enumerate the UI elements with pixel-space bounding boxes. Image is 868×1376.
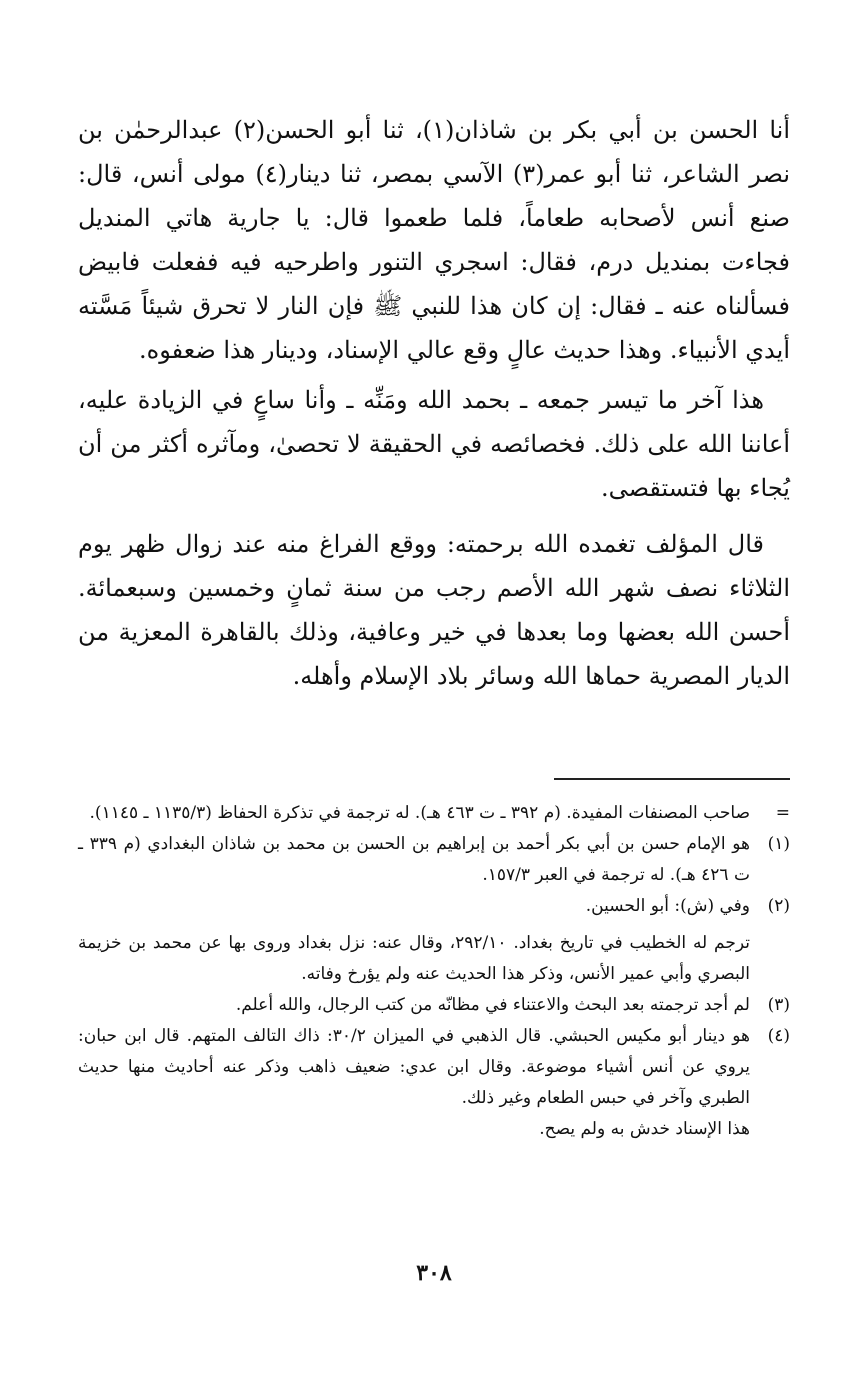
footnote-marker: (١) bbox=[767, 834, 790, 854]
footnote-text: هو دينار أبو مكيس الحبشي. قال الذهبي في الميزان ٣٠/٢: ذاك التالف المتهم. قال ابن حبان: يروي عن أنس أشياء موضوعة. وقال ابن عدي: ضعيف ذاهب وذكر عنه أحاديث منها حديث الطبري وآخر في حبس الطعام وغير ذلك. bbox=[78, 1026, 750, 1108]
footnote-carryover bbox=[78, 798, 790, 829]
footnote-1 bbox=[78, 829, 790, 891]
footnote-marker: (٢) bbox=[767, 896, 790, 916]
footnote-text: وفي (ش): أبو الحسين. bbox=[585, 896, 750, 916]
footnote-text: لم أجد ترجمته بعد البحث والاعتناء في مظانّه من كتب الرجال، والله أعلم. bbox=[235, 995, 750, 1015]
footnote-4-last-line: هذا الإسناد خدش به ولم يصح. bbox=[539, 1119, 750, 1139]
footnote-marker: (٤) bbox=[767, 1026, 790, 1046]
footnotes bbox=[78, 798, 790, 1145]
footnote-marker: (٣) bbox=[767, 995, 790, 1015]
footnote-divider bbox=[554, 778, 790, 780]
book-page bbox=[78, 108, 790, 1348]
footnote-4 bbox=[78, 1021, 790, 1114]
main-text bbox=[78, 108, 790, 698]
page-number: ٣٠٨ bbox=[416, 1260, 452, 1286]
footnote-2 bbox=[78, 891, 790, 922]
footnote-text: هو الإمام حسن بن أبي بكر أحمد بن إبراهيم بن الحسن بن محمد بن شاذان البغدادي (م ٣٣٩ ـ ت ٤٢٦ هـ). له ترجمة في العبر ١٥٧/٣. bbox=[78, 834, 750, 885]
hadith-paragraph: أنا الحسن بن أبي بكر بن شاذان(١)، ثنا أبو الحسن(٢) عبدالرحمٰن بن نصر الشاعر، ثنا أبو عمر(٣) الآسي بمصر، ثنا دينار(٤) مولى أنس، قال: صنع أنس لأصحابه طعاماً، فلما طعموا قال: يا جارية هاتي المنديل فجاءت بمنديل درم، فقال: اسجري التنور واطرحيه فيه ففعلت فابيض فسألناه عنه ـ فقال: إن كان هذا للنبي ﷺ فإن النار لا تحرق شيئاً مَسَّته أيدي الأنبياء. وهذا حديث عالٍ وقع عالي الإسناد، ودينار هذا ضعفوه. bbox=[78, 116, 791, 364]
closing-paragraph: هذا آخر ما تيسر جمعه ـ بحمد الله ومَنِّه ـ وأنا ساعٍ في الزيادة عليه، أعاننا الله على ذلك. فخصائصه في الحقيقة لا تحصىٰ، ومآثره أكثر من أن يُجاء بها فتستقصى. bbox=[78, 386, 790, 502]
colophon-paragraph: قال المؤلف تغمده الله برحمته: ووقع الفراغ منه عند زوال ظهر يوم الثلاثاء نصف شهر الله الأصم رجب من سنة ثمانٍ وخمسين وسبعمائة. أحسن الله بعضها وما بعدها في خير وعافية، وذلك بالقاهرة المعزية من الديار المصرية حماها الله وسائر بلاد الإسلام وأهله. bbox=[78, 530, 790, 690]
footnote-3 bbox=[78, 990, 790, 1021]
footnote-marker: = bbox=[775, 803, 790, 823]
footnote-2-continuation: ترجم له الخطيب في تاريخ بغداد. ٢٩٢/١٠، وقال عنه: نزل بغداد وروى بها عن محمد بن خزيمة البصري وأبي عمير الأنس، وذكر هذا الحديث عنه ولم يؤرخ وفاته. bbox=[78, 933, 750, 984]
footnote-text: صاحب المصنفات المفيدة. (م ٣٩٢ ـ ت ٤٦٣ هـ). له ترجمة في تذكرة الحفاظ (١١٣٥/٣ ـ ١١٤٥). bbox=[89, 803, 750, 823]
